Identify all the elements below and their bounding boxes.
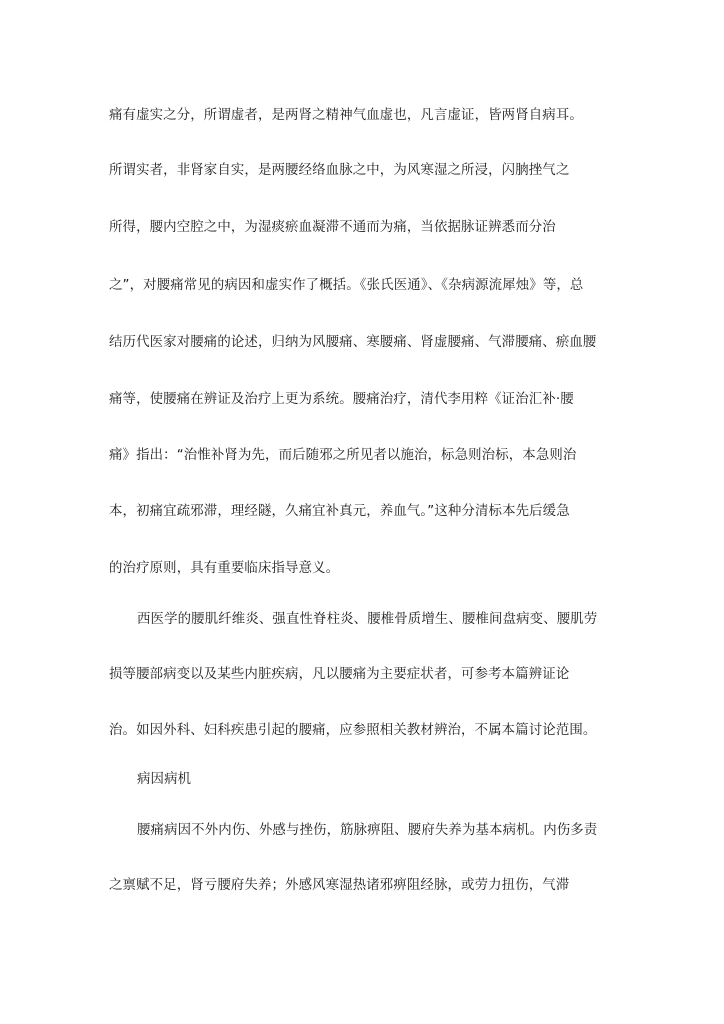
text-line: 痛有虚实之分，所谓虚者，是两肾之精神气血虚也，凡言虚证，皆两肾自病耳。 <box>109 108 583 123</box>
paragraph-first-line: 西医学的腰肌纤维炎、强直性脊柱炎、腰椎骨质增生、腰椎间盘病变、腰肌劳 <box>137 612 598 627</box>
text-line: 本，初痛宜疏邪滞，理经隧，久痛宜补真元，养血气。”这种分清标本先后缓急 <box>109 504 570 519</box>
text-line: 痛》指出：“治惟补肾为先，而后随邪之所见者以施治，标急则治标，本急则治 <box>109 448 577 463</box>
text-line: 结历代医家对腰痛的论述，归纳为风腰痛、寒腰痛、肾虚腰痛、气滞腰痛、瘀血腰 <box>109 335 597 350</box>
text-line: 所得，腰内空腔之中，为湿痰瘀血凝滞不通而为痛，当依据脉证辨悉而分治 <box>109 220 556 235</box>
section-heading: 病因病机 <box>137 772 192 787</box>
text-line: 之”，对腰痛常见的病因和虚实作了概括。《张氏医通》、《杂病源流犀烛》等，总 <box>109 278 584 293</box>
paragraph-first-line: 腰痛病因不外内伤、外感与挫伤，筋脉痹阻、腰府失养为基本病机。内伤多责 <box>137 823 598 838</box>
text-line: 之禀赋不足，肾亏腰府失养；外感风寒湿热诸邪痹阻经脉，或劳力扭伤，气滞 <box>109 878 570 893</box>
text-line: 治。如因外科、妇科疾患引起的腰痛，应参照相关教材辨治，不属本篇讨论范围。 <box>109 723 597 738</box>
text-line: 痛等，使腰痛在辨证及治疗上更为系统。腰痛治疗，清代李用粹《证治汇补·腰 <box>109 392 574 407</box>
text-line: 损等腰部病变以及某些内脏疾病，凡以腰痛为主要症状者，可参考本篇辨证论 <box>109 667 570 682</box>
text-line: 所谓实者，非肾家自实，是两腰经络血脉之中，为风寒湿之所浸，闪朒挫气之 <box>109 163 570 178</box>
text-line: 的治疗原则，具有重要临床指导意义。 <box>109 561 340 576</box>
